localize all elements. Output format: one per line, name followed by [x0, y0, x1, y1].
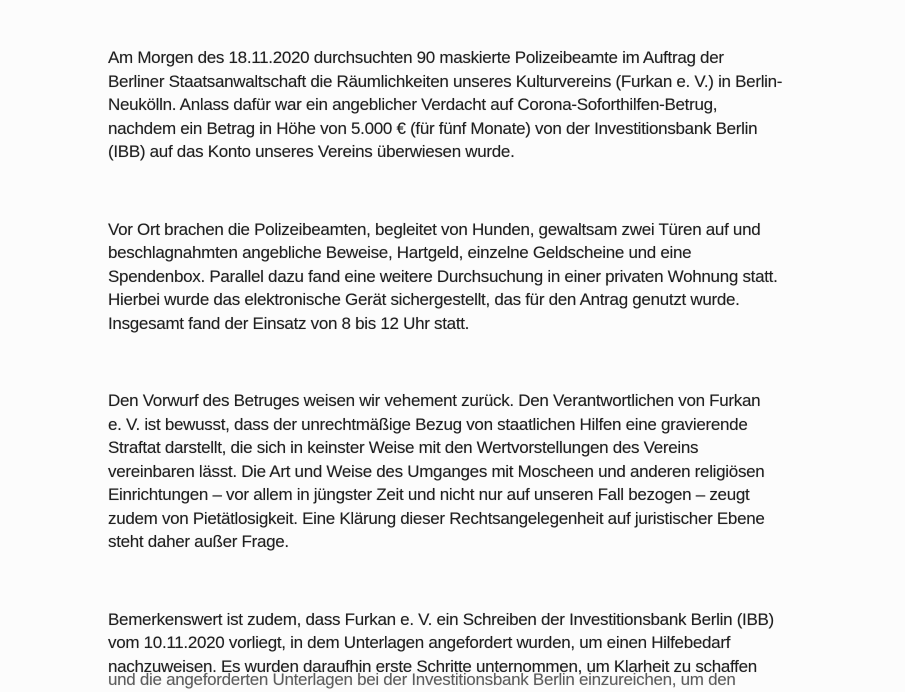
- text-line: Neukölln. Anlass dafür war ein angeblicher Verdacht auf Corona-Soforthilfen-Betrug,: [108, 95, 718, 114]
- text-line: nachzuweisen. Es wurden daraufhin erste Schritte unternommen, um Klarheit zu schaffen: [108, 656, 757, 676]
- paragraph-3: [108, 389, 868, 554]
- text-line: vom 10.11.2020 vorliegt, in dem Unterlagen angefordert wurden, um einen Hilfebedarf: [108, 633, 731, 652]
- text-line: Den Vorwurf des Betruges weisen wir vehement zurück. Den Verantwortlichen von Furkan: [108, 391, 761, 410]
- text-line: Insgesamt fand der Einsatz von 8 bis 12 Uhr statt.: [108, 313, 470, 333]
- text-line: Straftat darstellt, die sich in keinster Weise mit den Wertvorstellungen des Vereins: [108, 438, 699, 457]
- text-line: Spendenbox. Parallel dazu fand eine weitere Durchsuchung in einer privaten Wohnung statt.: [108, 266, 778, 286]
- text-line: Einrichtungen – vor allem in jüngster Zeit und nicht nur auf unseren Fall bezogen – zeugt: [108, 485, 750, 504]
- clipped-bottom-text-line: und die angeforderten Unterlagen bei der Investitionsbank Berlin einzureichen, um den: [108, 670, 736, 689]
- text-line: Vor Ort brachen die Polizeibeamten, begleitet von Hunden, gewaltsam zwei Türen auf und: [108, 219, 761, 239]
- text-line: vereinbaren lässt. Die Art und Weise des Umganges mit Moscheen und anderen religiösen: [108, 461, 765, 481]
- text-line: Hierbei wurde das elektronische Gerät sichergestellt, das für den Antrag genutzt wurde.: [108, 290, 740, 309]
- document-body: [108, 46, 868, 678]
- clipped-logo-fragment-icon: [136, 0, 178, 5]
- text-line: nachdem ein Betrag in Höhe von 5.000 € (für fünf Monate) von der Investitionsbank Berlin: [108, 118, 758, 138]
- text-line: Berliner Staatsanwaltschaft die Räumlichkeiten unseres Kulturvereins (Furkan e. V.) in Berlin-: [108, 71, 783, 91]
- text-line: (IBB) auf das Konto unseres Vereins überwiesen wurde.: [108, 142, 515, 161]
- text-line: Am Morgen des 18.11.2020 durchsuchten 90 maskierte Polizeibeamte im Auftrag der: [108, 48, 724, 67]
- paragraph-1: [108, 46, 868, 164]
- text-line: e. V. ist bewusst, dass der unrechtmäßige Bezug von staatlichen Hilfen eine gravierende: [108, 414, 748, 434]
- text-line: steht daher außer Frage.: [108, 532, 289, 551]
- text-line: zudem von Pietätlosigkeit. Eine Klärung dieser Rechtsangelegenheit auf juristischer Ebene: [108, 508, 765, 528]
- paragraph-2: [108, 218, 868, 336]
- text-line: beschlagnahmten angebliche Beweise, Hartgeld, einzelne Geldscheine und eine: [108, 243, 692, 262]
- text-line: Bemerkenswert ist zudem, dass Furkan e. V. ein Schreiben der Investitionsbank Berlin (IBB): [108, 609, 774, 629]
